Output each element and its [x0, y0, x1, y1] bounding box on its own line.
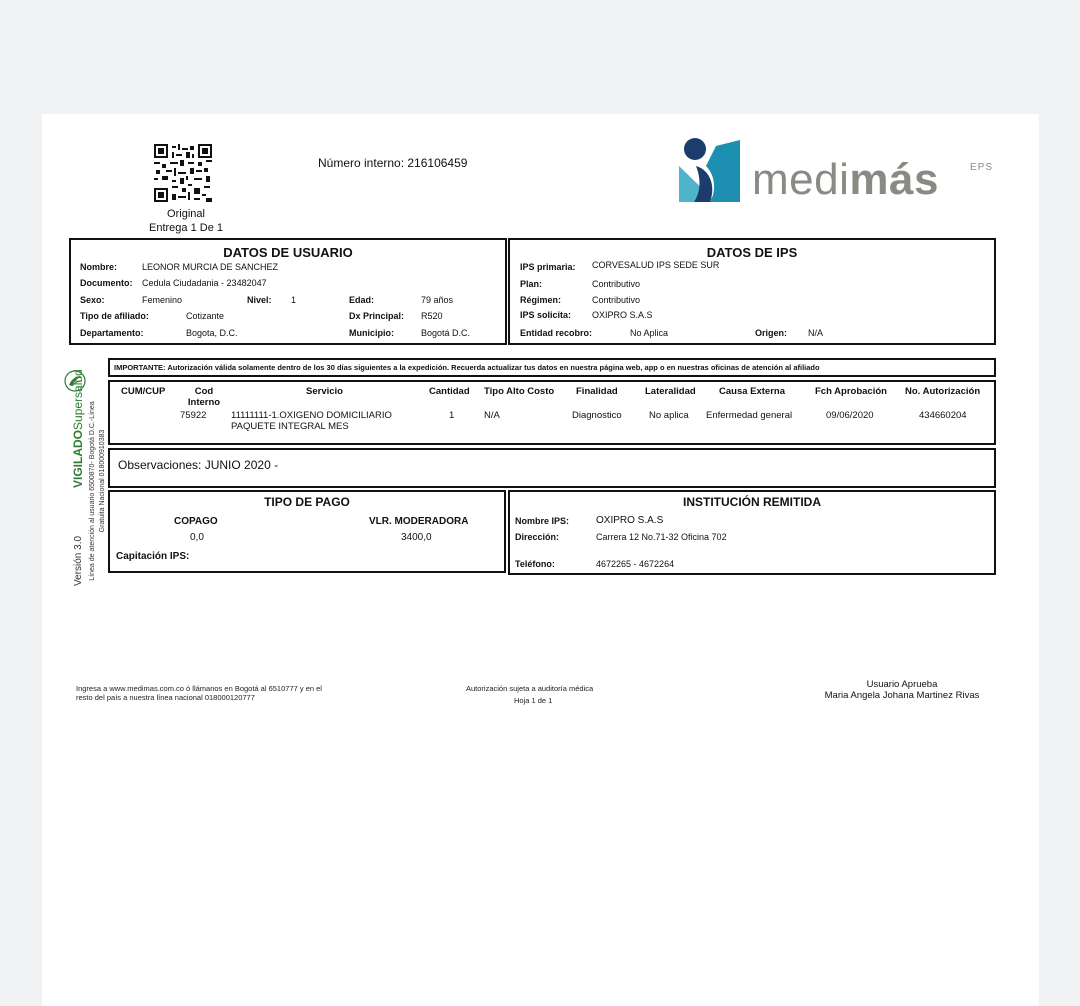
recovery-entity-label: Entidad recobro: [520, 328, 593, 338]
observations-box [108, 448, 996, 488]
referred-name-value: OXIPRO S.A.S [596, 515, 664, 526]
level-value: 1 [291, 295, 297, 305]
plan-value: Contributivo [592, 279, 641, 289]
footer-audit-note: Autorización sujeta a auditoría médica [466, 684, 594, 693]
services-table [108, 380, 996, 445]
col-no-autorizacion: No. Autorización [905, 386, 981, 397]
level-label: Nivel: [247, 295, 272, 305]
brand-light: medi [752, 155, 850, 204]
row-finalidad: Diagnostico [572, 410, 622, 421]
footer-contact-line-1: Ingresa a www.medimas.com.co ó llámanos en Bogotá al 6510777 y en el [76, 684, 322, 693]
side-line-2: Gratuita Nacional 018000910383 [99, 429, 106, 533]
col-tipo-alto-costo: Tipo Alto Costo [484, 386, 555, 397]
affiliate-type-value: Cotizante [186, 311, 225, 321]
department-label: Departamento: [80, 328, 144, 338]
row-servicio-line-1: 11111111-1.OXIGENO DOMICILIARIO [231, 410, 392, 421]
municipality-value: Bogotá D.C. [421, 328, 471, 338]
referred-institution-title: INSTITUCIÓN REMITIDA [683, 495, 821, 509]
document-value: Cedula Ciudadania - 23482047 [142, 278, 267, 288]
observations-text: Observaciones: JUNIO 2020 - [118, 458, 279, 472]
approver-name: Maria Angela Johana Martinez Rivas [824, 690, 980, 701]
row-lateralidad: No aplica [649, 410, 689, 421]
col-cum-cup: CUM/CUP [121, 386, 166, 397]
row-servicio-line-2: PAQUETE INTEGRAL MES [231, 421, 349, 432]
moderadora-label: VLR. MODERADORA [369, 516, 469, 527]
regime-value: Contributivo [592, 295, 641, 305]
side-line-1: Línea de atención al usuario 6500870- Bogotá D.C.-Línea [89, 401, 96, 581]
recovery-entity-value: No Aplica [630, 328, 669, 338]
requesting-ips-value: OXIPRO S.A.S [592, 310, 653, 320]
ips-data-section [508, 238, 996, 345]
origin-label: Origen: [755, 328, 788, 338]
col-causa-externa: Causa Externa [719, 386, 786, 397]
copago-value: 0,0 [190, 532, 204, 543]
col-finalidad: Finalidad [576, 386, 618, 397]
supersalud-label: Supersalud [71, 369, 85, 430]
payment-type-title: TIPO DE PAGO [264, 495, 350, 509]
capitacion-label: Capitación IPS: [116, 551, 190, 562]
col-servicio: Servicio [306, 386, 343, 397]
qr-code [154, 144, 212, 202]
brand-suffix: EPS [970, 162, 994, 173]
sex-label: Sexo: [80, 295, 105, 305]
department-value: Bogota, D.C. [186, 328, 238, 338]
user-data-title: DATOS DE USUARIO [223, 245, 353, 260]
row-alto-costo: N/A [484, 410, 500, 421]
referred-name-label: Nombre IPS: [515, 516, 570, 526]
medimas-wordmark [752, 155, 939, 204]
authorization-document [42, 114, 1039, 1006]
ips-data-title: DATOS DE IPS [706, 245, 798, 260]
affiliate-type-label: Tipo de afiliado: [80, 311, 149, 321]
col-fch-aprobacion: Fch Aprobación [815, 386, 887, 397]
user-data-section [69, 238, 507, 345]
copy-label: Original [167, 208, 205, 220]
requesting-ips-label: IPS solicita: [520, 310, 572, 320]
diagnosis-value: R520 [421, 311, 443, 321]
footer-page-number: Hoja 1 de 1 [514, 696, 553, 705]
referred-address-value: Carrera 12 No.71-32 Oficina 702 [596, 532, 727, 542]
age-value: 79 años [421, 295, 454, 305]
internal-number: Número interno: 216106459 [318, 156, 468, 170]
row-causa-externa: Enfermedad general [706, 410, 793, 421]
row-cod-interno: 75922 [180, 410, 207, 421]
col-cod-interno: Cod Interno [187, 386, 221, 408]
approver-label: Usuario Aprueba [866, 679, 938, 690]
footer-contact-line-2: resto del país a nuestra línea nacional 018000120777 [76, 693, 255, 702]
moderadora-value: 3400,0 [401, 532, 432, 543]
delivery-label: Entrega 1 De 1 [149, 222, 223, 234]
referred-institution-section [508, 490, 996, 575]
row-autorizacion: 434660204 [919, 410, 967, 421]
row-fecha: 09/06/2020 [826, 410, 874, 421]
origin-value: N/A [808, 328, 824, 338]
vigilado-label: VIGILADO [71, 429, 85, 488]
important-notice [108, 358, 996, 377]
referred-address-label: Dirección: [515, 532, 560, 542]
regime-label: Régimen: [520, 295, 562, 305]
document-label: Documento: [80, 278, 133, 288]
name-value: LEONOR MURCIA DE SANCHEZ [142, 262, 279, 272]
medimas-logo-icon [676, 136, 742, 204]
municipality-label: Municipio: [349, 328, 394, 338]
version-label: Versión 3.0 [73, 535, 84, 586]
payment-type-section [108, 490, 506, 573]
primary-ips-label: IPS primaria: [520, 262, 576, 272]
primary-ips-value: CORVESALUD IPS SEDE SUR [592, 260, 720, 270]
name-label: Nombre: [80, 262, 118, 272]
referred-phone-value: 4672265 - 4672264 [596, 559, 675, 569]
age-label: Edad: [349, 295, 375, 305]
row-cantidad: 1 [449, 410, 455, 421]
important-text: IMPORTANTE: Autorización válida solamente dentro de los 30 días siguientes a la expedición. Recuerda actualizar tus datos en nuestra página web, app o en nuestras oficinas de atención al afiliado [114, 363, 820, 372]
brand-bold: más [849, 155, 939, 204]
diagnosis-label: Dx Principal: [349, 311, 405, 321]
copago-label: COPAGO [174, 516, 218, 527]
sex-value: Femenino [142, 295, 183, 305]
referred-phone-label: Teléfono: [515, 559, 555, 569]
col-cantidad: Cantidad [429, 386, 470, 397]
plan-label: Plan: [520, 279, 543, 289]
col-lateralidad: Lateralidad [645, 386, 696, 397]
